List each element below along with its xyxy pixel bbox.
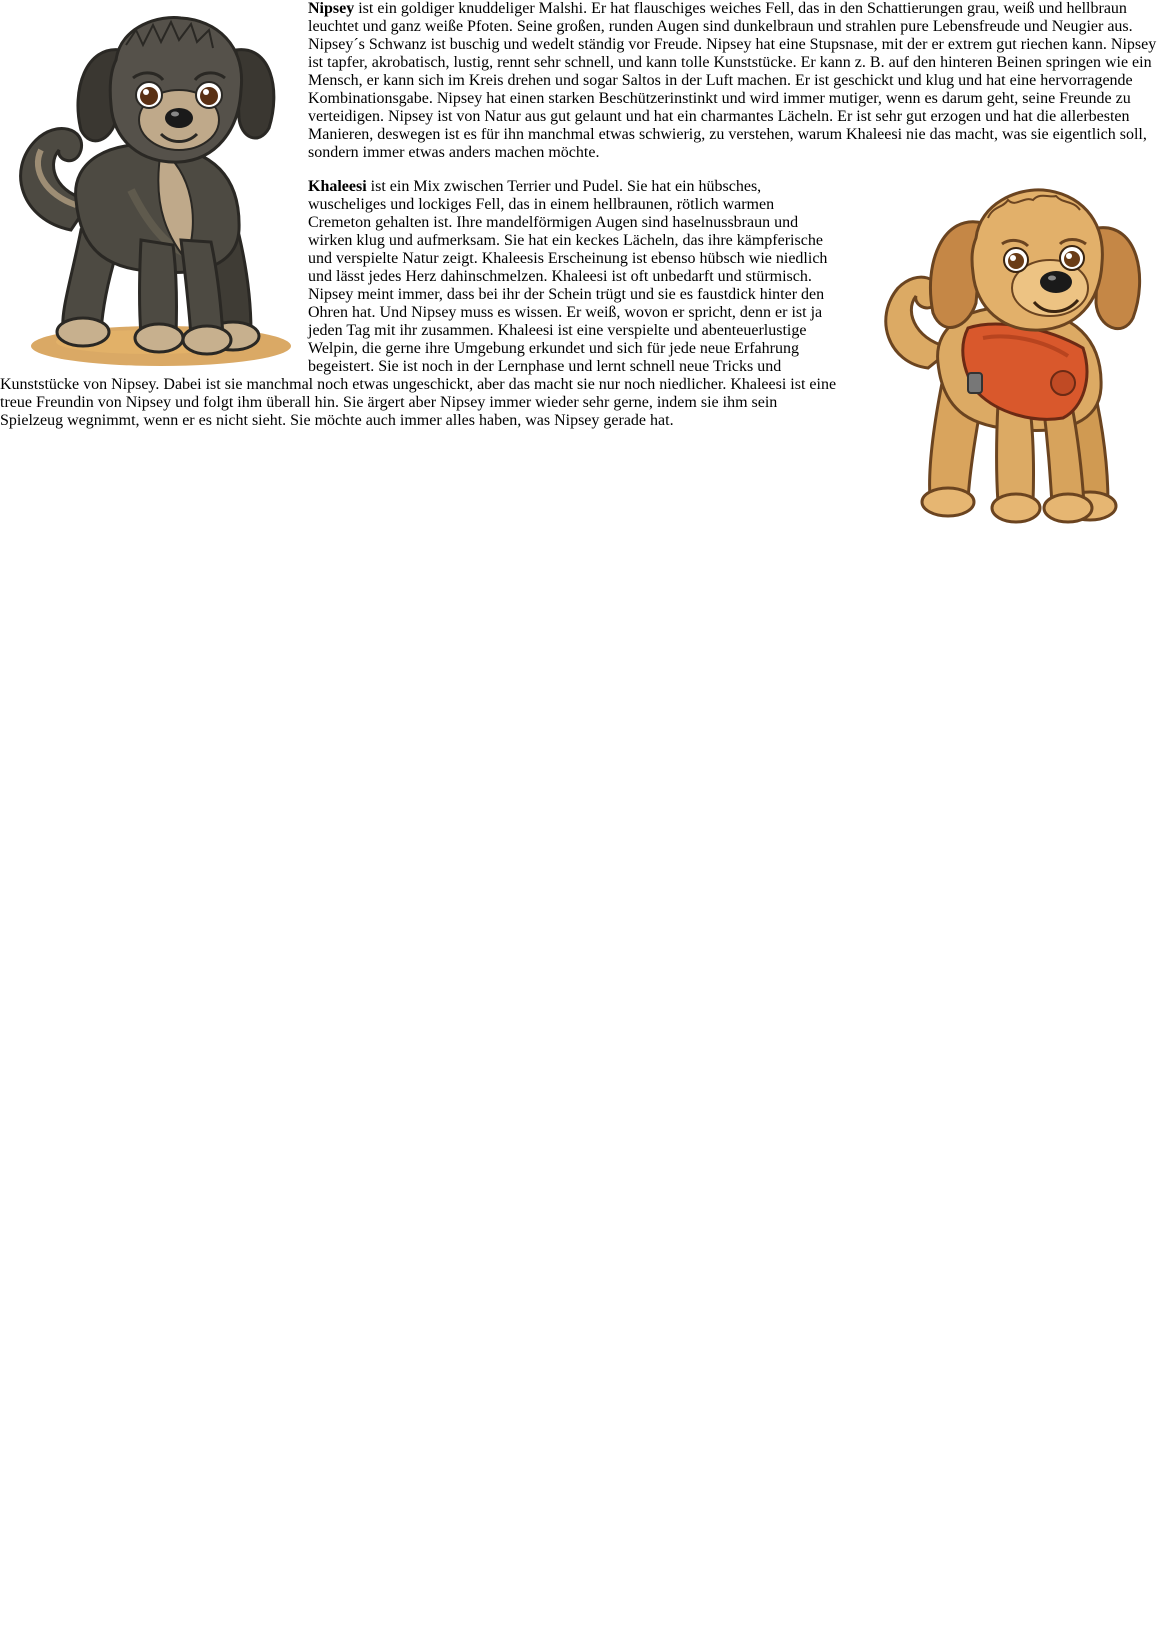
golden-doodle-dog-icon [858, 178, 1158, 536]
nipsey-name: Nipsey [308, 0, 355, 17]
khaleesi-dog-illustration [858, 178, 1158, 536]
dark-grey-malshi-dog-icon [0, 0, 302, 376]
nipsey-description: ist ein goldiger knuddeliger Malshi. Er hat flauschiges weiches Fell, das in den Schattierungen grau, weiß und hellbraun leuchtet und ganz weiße Pfoten. Seine großen, runden Augen sind dunkelbraun und strahlen pure Lebensfreude und Neugier aus. Nipsey´s Schwanz ist buschig und wedelt ständig vor Freude. Nipsey hat eine Stupsnase, mit der er extrem gut riechen kann. Nipsey ist tapfer, akrobatisch, lustig, rennt sehr schnell, und kann tolle Kunststücke. Er kann z. B. auf den hinteren Beinen springen wie ein Mensch, er kann sich im Kreis drehen und sogar Saltos in der Luft machen. Er ist geschickt und klug und hat eine hervorragende Kombinationsgabe. Nipsey hat einen starken Beschützerinstinkt und wird immer mutiger, wenn es darum geht, seine Freunde zu verteidigen. Nipsey ist von Natur aus gut gelaunt und hat ein charmantes Lächeln. Er ist sehr gut erzogen und hat die allerbesten Manieren, deswegen ist es für ihn manchmal etwas schwierig, zu verstehen, warum Khaleesi nie das macht, was sie eigentlich soll, sondern immer etwas anders machen möchte. [308, 0, 1157, 161]
khaleesi-name: Khaleesi [308, 178, 367, 195]
khaleesi-description: ist ein Mix zwischen Terrier und Pudel. Sie hat ein hübsches, wuscheliges und lockiges Fell, das in einem hellbraunen, rötlich warmen Cremeton gehalten ist. Ihre mandelförmigen Augen sind haselnussbraun und wirken klug und aufmerksam. Sie hat ein keckes Lächeln, das ihre kämpferische und verspielte Natur zeigt. Khaleesis Erscheinung ist ebenso hübsch wie niedlich und lässt jedes Herz dahinschmelzen. Khaleesi ist oft unbedarft und stürmisch. Nipsey meint immer, dass bei ihr der Schein trügt und sie es faustdick hinter den Ohren hat. Und Nipsey muss es wissen. Er weiß, wovon er spricht, denn er ist ja jeden Tag mit ihr zusammen. Khaleesi ist eine verspielte und abenteuerlustige Welpin, die gerne ihre Umgebung erkundet und sich für jede neue Erfahrung begeistert. Sie ist noch in der Lernphase und lernt schnell neue Tricks und Kunststücke von Nipsey. Dabei ist sie manchmal noch etwas ungeschickt, aber das macht sie nur noch niedlicher. Khaleesi ist eine treue Freundin von Nipsey und folgt ihm überall hin. Sie ärgert aber Nipsey immer wieder sehr gerne, indem sie ihm sein Spielzeug wegnimmt, wenn er es nicht sieht. Sie möchte auch immer alles haben, was Nipsey gerade hat. [0, 178, 837, 429]
nipsey-dog-illustration [0, 0, 302, 376]
